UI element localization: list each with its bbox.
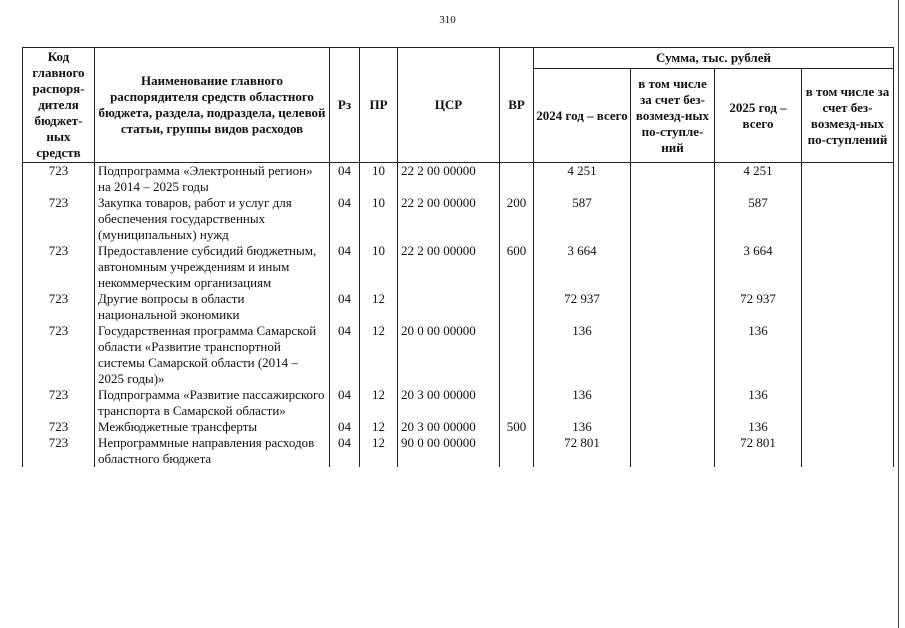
table-row: [23, 435, 894, 467]
cell-name: Межбюджетные трансферты: [95, 419, 330, 435]
cell-sum-2025: 72 801: [715, 435, 802, 467]
table-row: [23, 243, 894, 291]
cell-pr: 12: [360, 419, 398, 435]
cell-free-2024: [631, 387, 715, 419]
cell-vr: [500, 387, 534, 419]
header-rz: Рз: [330, 48, 360, 163]
header-name: Наименование главного распорядителя средств областного бюджета, раздела, подраздела, целевой статьи, группы видов расходов: [95, 48, 330, 163]
cell-free-2025: [802, 243, 894, 291]
cell-sum-2024: 587: [534, 195, 631, 243]
header-sum-group: Сумма, тыс. рублей: [534, 48, 894, 69]
cell-free-2024: [631, 435, 715, 467]
cell-rz: 04: [330, 195, 360, 243]
cell-vr: 500: [500, 419, 534, 435]
cell-code: 723: [23, 323, 95, 387]
cell-sum-2025: 72 937: [715, 291, 802, 323]
header-pr: ПР: [360, 48, 398, 163]
cell-name: Закупка товаров, работ и услуг для обеспечения государственных (муниципальных) нужд: [95, 195, 330, 243]
cell-vr: [500, 291, 534, 323]
table-row: [23, 195, 894, 243]
cell-free-2024: [631, 419, 715, 435]
cell-pr: 12: [360, 291, 398, 323]
cell-code: 723: [23, 419, 95, 435]
cell-sum-2024: 72 801: [534, 435, 631, 467]
cell-sum-2024: 72 937: [534, 291, 631, 323]
page-number: 310: [439, 14, 456, 26]
cell-name: Государственная программа Самарской области «Развитие транспортной системы Самарской области (2014 – 2025 годы)»: [95, 323, 330, 387]
table-row: [23, 291, 894, 323]
table-row: [23, 323, 894, 387]
cell-free-2025: [802, 163, 894, 196]
header-sum-2025-total: 2025 год – всего: [715, 69, 802, 163]
cell-csr: 20 3 00 00000: [398, 419, 500, 435]
header-code: Код главного распоря-дителя бюджет-ных средств: [23, 48, 95, 163]
cell-sum-2024: 4 251: [534, 163, 631, 196]
cell-sum-2025: 587: [715, 195, 802, 243]
cell-free-2025: [802, 323, 894, 387]
cell-free-2024: [631, 163, 715, 196]
cell-vr: 200: [500, 195, 534, 243]
cell-sum-2025: 4 251: [715, 163, 802, 196]
cell-rz: 04: [330, 163, 360, 196]
cell-rz: 04: [330, 435, 360, 467]
cell-vr: [500, 163, 534, 196]
cell-sum-2024: 136: [534, 387, 631, 419]
cell-rz: 04: [330, 243, 360, 291]
cell-sum-2025: 136: [715, 387, 802, 419]
cell-code: 723: [23, 163, 95, 196]
cell-sum-2024: 136: [534, 419, 631, 435]
cell-free-2025: [802, 195, 894, 243]
cell-sum-2025: 3 664: [715, 243, 802, 291]
header-sum-2024-total: 2024 год – всего: [534, 69, 631, 163]
table-body: [23, 163, 894, 468]
cell-sum-2025: 136: [715, 323, 802, 387]
cell-free-2024: [631, 291, 715, 323]
cell-code: 723: [23, 387, 95, 419]
cell-free-2025: [802, 419, 894, 435]
cell-name: Непрограммные направления расходов областного бюджета: [95, 435, 330, 467]
cell-pr: 12: [360, 323, 398, 387]
cell-sum-2024: 3 664: [534, 243, 631, 291]
cell-name: Предоставление субсидий бюджетным, автономным учреждениям и иным некоммерческим организациям: [95, 243, 330, 291]
cell-free-2024: [631, 195, 715, 243]
table-row: [23, 387, 894, 419]
cell-free-2024: [631, 323, 715, 387]
cell-sum-2024: 136: [534, 323, 631, 387]
header-sum-2024-free: в том числе за счет без-возмезд-ных по-ступле-ний: [631, 69, 715, 163]
cell-csr: 90 0 00 00000: [398, 435, 500, 467]
header-csr: ЦСР: [398, 48, 500, 163]
cell-sum-2025: 136: [715, 419, 802, 435]
cell-free-2025: [802, 291, 894, 323]
cell-rz: 04: [330, 387, 360, 419]
budget-table: [22, 47, 894, 467]
page-edge-line: [898, 0, 899, 628]
cell-rz: 04: [330, 291, 360, 323]
cell-name: Подпрограмма «Электронный регион» на 2014 – 2025 годы: [95, 163, 330, 196]
cell-pr: 10: [360, 163, 398, 196]
header-vr: ВР: [500, 48, 534, 163]
cell-code: 723: [23, 195, 95, 243]
cell-code: 723: [23, 435, 95, 467]
cell-free-2024: [631, 243, 715, 291]
cell-rz: 04: [330, 323, 360, 387]
cell-pr: 10: [360, 243, 398, 291]
cell-vr: [500, 435, 534, 467]
cell-pr: 12: [360, 435, 398, 467]
cell-csr: 22 2 00 00000: [398, 163, 500, 196]
header-sum-2025-free: в том числе за счет без-возмезд-ных по-ступлений: [802, 69, 894, 163]
table-row: [23, 419, 894, 435]
cell-pr: 10: [360, 195, 398, 243]
table-header: [23, 48, 894, 163]
cell-csr: 22 2 00 00000: [398, 243, 500, 291]
cell-code: 723: [23, 243, 95, 291]
cell-name: Другие вопросы в области национальной экономики: [95, 291, 330, 323]
cell-csr: [398, 291, 500, 323]
cell-csr: 20 0 00 00000: [398, 323, 500, 387]
cell-rz: 04: [330, 419, 360, 435]
cell-free-2025: [802, 387, 894, 419]
cell-code: 723: [23, 291, 95, 323]
cell-csr: 22 2 00 00000: [398, 195, 500, 243]
cell-vr: [500, 323, 534, 387]
cell-pr: 12: [360, 387, 398, 419]
cell-free-2025: [802, 435, 894, 467]
cell-csr: 20 3 00 00000: [398, 387, 500, 419]
table-row: [23, 163, 894, 196]
cell-vr: 600: [500, 243, 534, 291]
cell-name: Подпрограмма «Развитие пассажирского транспорта в Самарской области»: [95, 387, 330, 419]
